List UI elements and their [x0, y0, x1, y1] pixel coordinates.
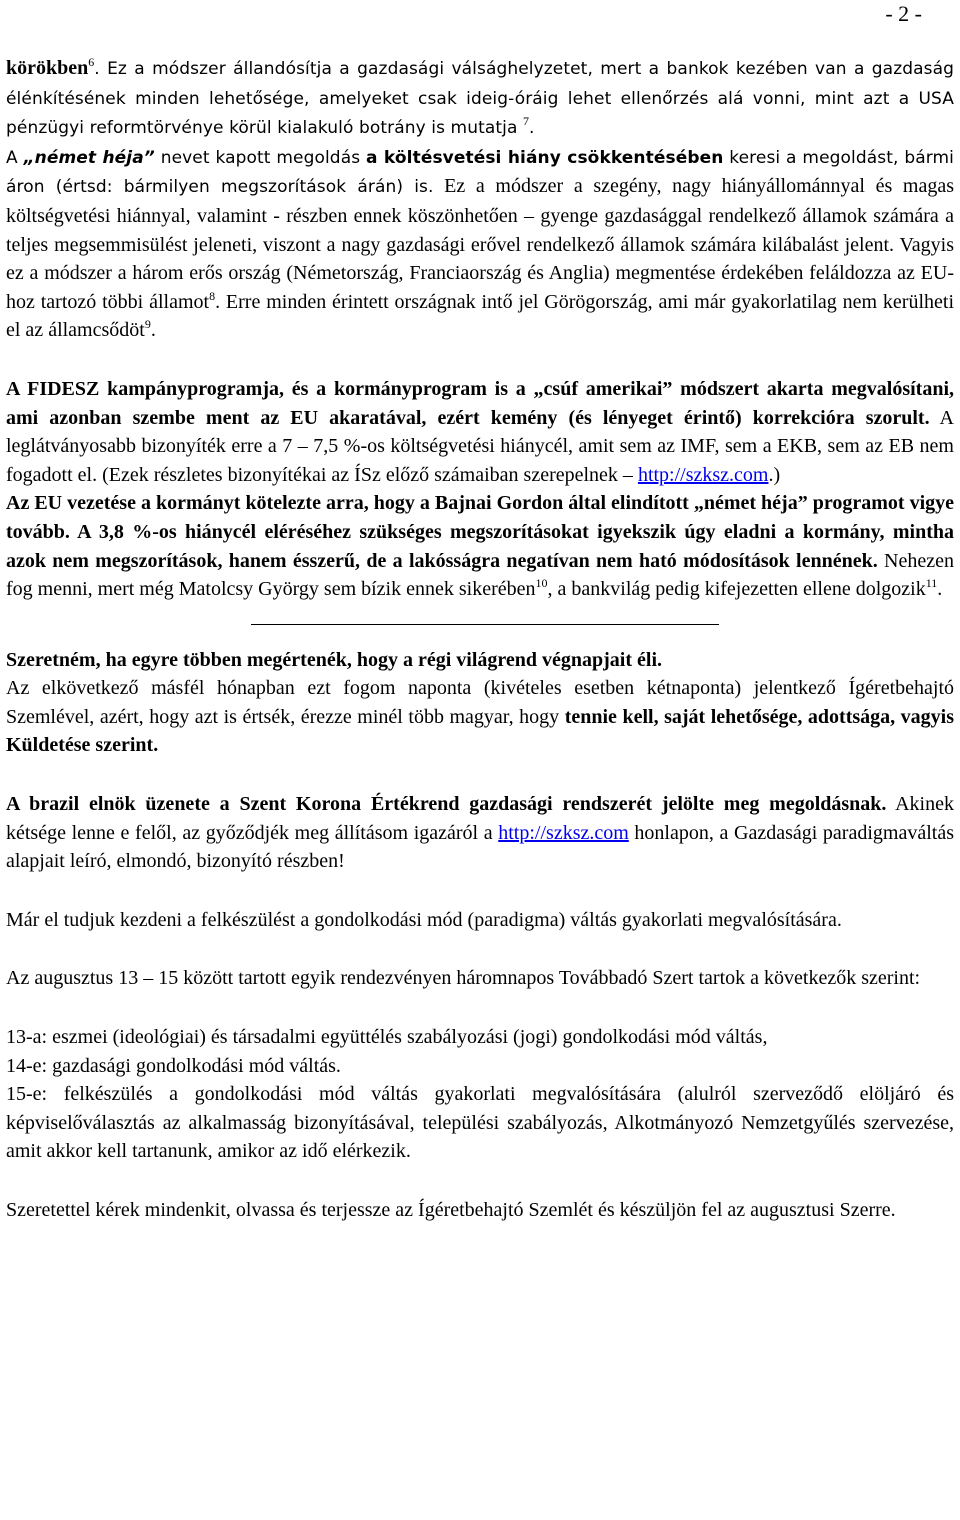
document-body: [6, 54, 954, 1225]
footnote-ref-6: 6: [88, 55, 95, 69]
section-divider: [6, 604, 954, 638]
paragraph-brazil-president: A brazil elnök üzenete a Szent Korona Értékrend gazdasági rendszerét jelölte meg megoldásnak. Akinek kétsége lenne e felől, az győződjék meg állításom igazáról a http://szksz.com honlapon, a Gazdasági paradigmaváltás alapjait leíró, elmondó, bizonyító részben!: [6, 793, 954, 873]
paragraph-preparation: Már el tudjuk kezdeni a felkészülést a gondolkodási mód (paradigma) váltás gyakorlati megvalósítására.: [6, 908, 842, 931]
paragraph-naming-german-hawk: körökben$^6$. Ez a módszer állandósítja a gazdasági válsághelyzetet, mert a bankok kezében van a gazdaság élénkítésének minden lehetősége, amelyeket csak ideig-óráig lehet ellenőrzés alá vonni, mint azt a USA pénzügyi reformtörvénye körül kialakuló botrány is mutatja $^7$. A „német héja” nevet kapott megoldás a költésvetési hiány csökkentésében keresi a megoldást, bármi áron (értsd: bármilyen megszorítások árán) is. Ez a módszer a szegény, nagy hiányállománnyal és magas költségvetési hiánnyal, valamint - részben ennek köszönhetően – gyenge gazdasággal rendelkező államok számára a teljes megsemmisülést jeleneti, viszont a nagy gazdasági erővel rendelkező államok számára kilábalást jelent. Vagyis ez a módszer a három erős ország (Németország, Franciaország és Anglia) megmentése érdekében feláldozza az EU-hoz tartozó többi államot$^8$. Erre minden érintett országnak intő jel Görögország, ami már gyakorlatilag nem kerülheti el az államcsődöt$^9$.: [6, 55, 954, 342]
footnote-ref-8: 8: [209, 288, 216, 303]
link-szksz-2[interactable]: http://szksz.com: [498, 821, 629, 844]
footnote-ref-9: 9: [144, 317, 151, 332]
footnote-ref-11: 11: [925, 576, 938, 591]
paragraph-august-event: Az augusztus 13 – 15 között tartott egyik rendezvényen háromnapos Továbbadó Szert tartok a következők szerint:: [6, 967, 921, 990]
page-number: - 2 -: [885, 1, 922, 26]
sentence-usa-reform: . Ez a módszer állandósítja a gazdasági válsághelyzetet, mert a bankok kezében van a gazdaság élénkítésének minden lehetősége, amelyeket csak ideig-óráig lehet ellenőrzés alá vonni, mint azt a USA pénzügyi reformtörvénye körül kialakuló botrány is mutatja: [6, 59, 954, 139]
footnote-ref-7: 7: [522, 114, 529, 129]
paragraph-old-world-order: Szeretném, ha egyre többen megértenék, hogy a régi világrend végnapjait éli. Az elkövetkező másfél hónapban ezt fogom naponta (kivételes esetben kétnaponta) jelentkező Ígéretbehajtó Szemlével, azért, hogy azt is értsék, érezze minél több magyar, hogy tennie kell, saját lehetősége, adottsága, vagyis Küldetése szerint.: [6, 648, 955, 757]
schedule-item-15: 15-e: felkészülés a gondolkodási mód váltás gyakorlati megvalósítására (alulról szerveződő elöljáró és képviselőválasztás az alkalmasság bizonyításával, települési szabályozás, Alkotmányozó Nemzetgyűlés szervezése, amit akkor kell tartanunk, amikor az idő elérkezik.: [6, 1083, 954, 1163]
footnote-ref-10: 10: [535, 576, 548, 591]
highlight-budget-deficit: a költésvetési hiány csökkentésében: [366, 147, 724, 168]
highlight-eu-leadership: Az EU vezetése a kormányt kötelezte arra, hogy a Bajnai Gordon által elindított „német héja” programot vigye tovább. A 3,8 %-os hiánycél eléréséhez szükséges megszorításokat igyekszik úgy eladni a kormány, mintha azok nem megszorítások, hanem ésszerű, de a lakósságra negatívan nem ható módosítások lennének.: [6, 492, 954, 572]
highlight-tennie-kell: tennie kell, saját lehetősége, adottsága, vagyis Küldetése szerint.: [6, 705, 955, 757]
heading-szeretnem: Szeretném, ha egyre többen megértenék, hogy a régi világrend végnapjait éli.: [6, 648, 663, 671]
highlight-fidesz: A FIDESZ kampányprogramja, és a kormányprogram is a „csúf amerikai” módszert akarta megvalósítani, ami azonban szembe ment az EU akaratával, ezért kemény (és lényeget érintő) korrekcióra szorult.: [6, 377, 954, 429]
schedule-item-13: 13-a: eszmei (ideológiai) és társadalmi együttélés szabályozási (jogi) gondolkodási mód váltás,: [6, 1026, 768, 1049]
paragraph-fidesz-program: A FIDESZ kampányprogramja, és a kormányprogram is a „csúf amerikai” módszert akarta megvalósítani, ami azonban szembe ment az EU akaratával, ezért kemény (és lényeget érintő) korrekcióra szorult. A leglátványosabb bizonyíték erre a 7 – 7,5 %-os költségvetési hiánycél, amit sem az IMF, sem a EKB, sem az EB nem fogadott el. (Ezek részletes bizonyítékai az ÍSz előző számaiban szerepelnek – http://szksz.com.) Az EU vezetése a kormányt kötelezte arra, hogy a Bajnai Gordon által elindított „német héja” programot vigye tovább. A 3,8 %-os hiánycél eléréséhez szükséges megszorításokat igyekszik úgy eladni a kormány, mintha azok nem megszorítások, hanem ésszerű, de a lakósságra negatívan nem ható módosítások lennének. Nehezen fog menni, mert még Matolcsy György sem bízik ennek sikerében$^{10}$, a bankvilág pedig kifejezetten ellene dolgozik$^{11}$.: [6, 377, 955, 601]
highlight-brazil: A brazil elnök üzenete a Szent Korona Értékrend gazdasági rendszerét jelölte meg megoldásnak.: [6, 793, 887, 816]
term-nemet-heja: „német héja”: [23, 147, 155, 168]
schedule-list: [6, 1023, 954, 1166]
word-korokben: körökben: [6, 57, 89, 79]
schedule-item-14: 14-e: gazdasági gondolkodási mód váltás.: [6, 1054, 341, 1077]
paragraph-closing: Szeretettel kérek mindenkit, olvassa és terjessze az Ígéretbehajtó Szemlét és készüljön fel az augusztusi Szerre.: [6, 1199, 896, 1221]
link-szksz-1[interactable]: http://szksz.com: [637, 463, 769, 486]
